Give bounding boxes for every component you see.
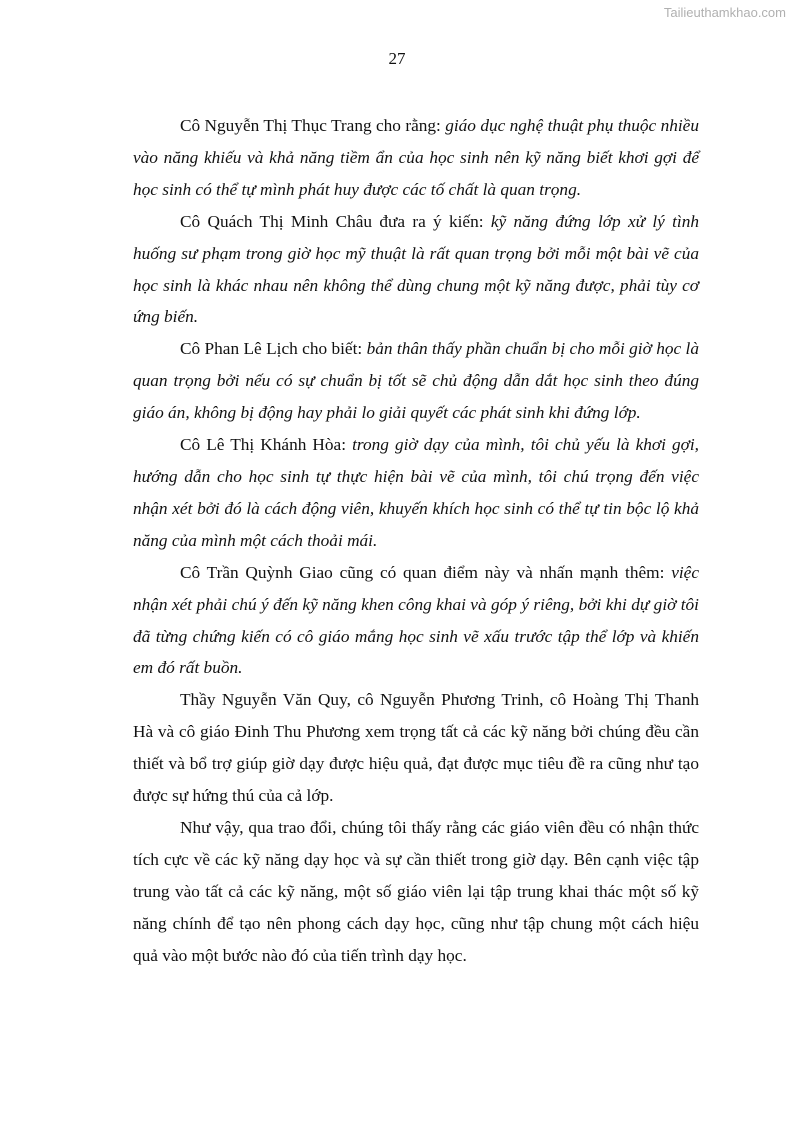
paragraph-quote: kỹ năng đứng lớp xử lý tình huống sư phạm trong giờ học mỹ thuật là rất quan trọng bởi mỗi một bài vẽ của học sinh là khác nhau nên không thể dùng chung một kỹ năng được, phải tùy cơ ứng biến. <box>133 211 700 327</box>
paragraph-lead: Cô Quách Thị Minh Châu đưa ra ý kiến: <box>180 211 491 231</box>
paragraph-van-quy <box>133 684 699 812</box>
paragraph-lead: Như vậy, qua trao đổi, chúng tôi thấy rằng các giáo viên đều có nhận thức tích cực về các kỹ năng dạy học và sự cần thiết trong giờ dạy. Bên cạnh việc tập trung vào tất cả các kỹ năng, một số giáo viên lại tập trung khai thác một số kỹ năng chính để tạo nên phong cách dạy học, cũng như tập chung một cách hiệu quả vào một bước nào đó của tiến trình dạy học. <box>133 817 699 965</box>
paragraph-quote: trong giờ dạy của mình, tôi chủ yếu là khơi gợi, hướng dẫn cho học sinh tự thực hiện bài vẽ của mình, tôi chú trọng đến việc nhận xét bởi đó là cách động viên, khuyến khích học sinh có thể tự tin bộc lộ khả năng của mình một cách thoải mái. <box>133 435 699 550</box>
paragraph-lead: Cô Nguyễn Thị Thục Trang cho rằng: <box>180 116 446 135</box>
paragraph-lead: Cô Phan Lê Lịch cho biết: <box>180 339 367 359</box>
watermark: Tailieuthamkhao.com <box>663 5 786 20</box>
page-number: 27 <box>388 49 406 68</box>
body-text <box>133 110 699 971</box>
paragraph-thuc-trang <box>133 110 699 206</box>
paragraph-lead: Thầy Nguyễn Văn Quy, cô Nguyễn Phương Trinh, cô Hoàng Thị Thanh Hà và cô giáo Đinh Thu Phương xem trọng tất cả các kỹ năng bởi chúng đều cần thiết và bổ trợ giúp giờ dạy được hiệu quả, đạt được mục tiêu đề ra cũng như tạo được sự hứng thú của cả lớp. <box>133 690 699 806</box>
paragraph-le-lich <box>133 333 699 429</box>
paragraph-minh-chau <box>133 206 699 334</box>
paragraph-quote: bản thân thấy phần chuẩn bị cho mỗi giờ học là quan trọng bởi nếu có sự chuẩn bị tốt sẽ chủ động dẫn dắt học sinh theo đúng giáo án, không bị động hay phải lo giải quyết các phát sinh khi đứng lớp. <box>133 339 699 423</box>
paragraph-quote: việc nhận xét phải chú ý đến kỹ năng khen công khai và góp ý riêng, bởi khi dự giờ tôi đã từng chứng kiến có cô giáo mắng học sinh vẽ xấu trước tập thể lớp và khiến em đó rất buồn. <box>133 562 699 678</box>
paragraph-lead: Cô Trần Quỳnh Giao cũng có quan điểm này và nhấn mạnh thêm: <box>180 562 672 582</box>
paragraph-conclusion <box>133 812 699 972</box>
paragraph-quynh-giao <box>133 557 699 685</box>
paragraph-khanh-hoa <box>133 429 699 557</box>
paragraph-lead: Cô Lê Thị Khánh Hòa: <box>180 435 353 455</box>
paragraph-quote: giáo dục nghệ thuật phụ thuộc nhiều vào năng khiếu và khả năng tiềm ẩn của học sinh nên kỹ năng biết khơi gợi để học sinh có thể tự mình phát huy được các tố chất là quan trọng. <box>133 116 699 199</box>
